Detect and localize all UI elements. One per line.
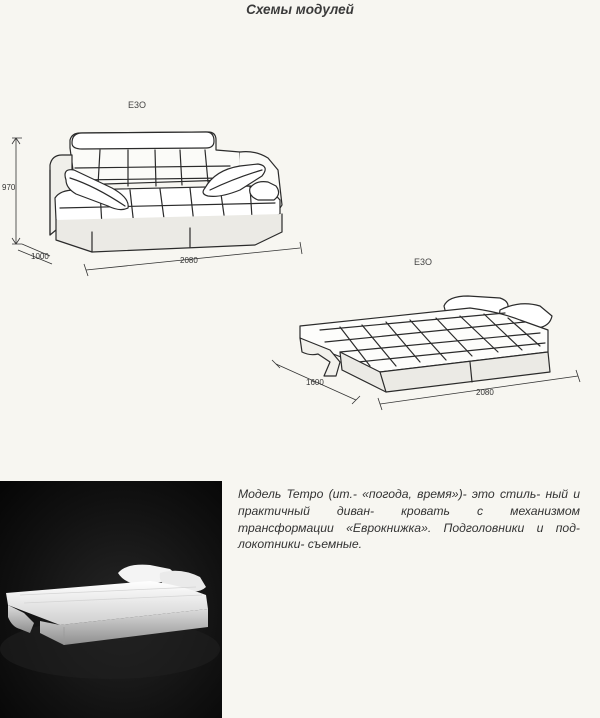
module-label-bottom: E3O: [414, 257, 433, 267]
page-title: Схемы модулей: [246, 2, 354, 17]
sofa-bed-photo-image: [0, 481, 222, 718]
dim-depth-bottom: 1600: [306, 378, 324, 387]
description-text: Модель Tempo (ит.- «погода, время»)- это стиль- ный и практичный диван- кровать с механизмом трансформации «Еврокнижка». Подголовники и под- локотники- съемные.: [238, 487, 580, 552]
dim-width-bottom: 2080: [476, 388, 494, 397]
dim-width-top: 2080: [180, 256, 198, 265]
dim-height-top: 970: [2, 183, 16, 192]
module-label-top: E3O: [128, 100, 147, 110]
dim-depth-top: 1000: [31, 252, 49, 261]
sofa-bed-photo: [0, 481, 222, 718]
